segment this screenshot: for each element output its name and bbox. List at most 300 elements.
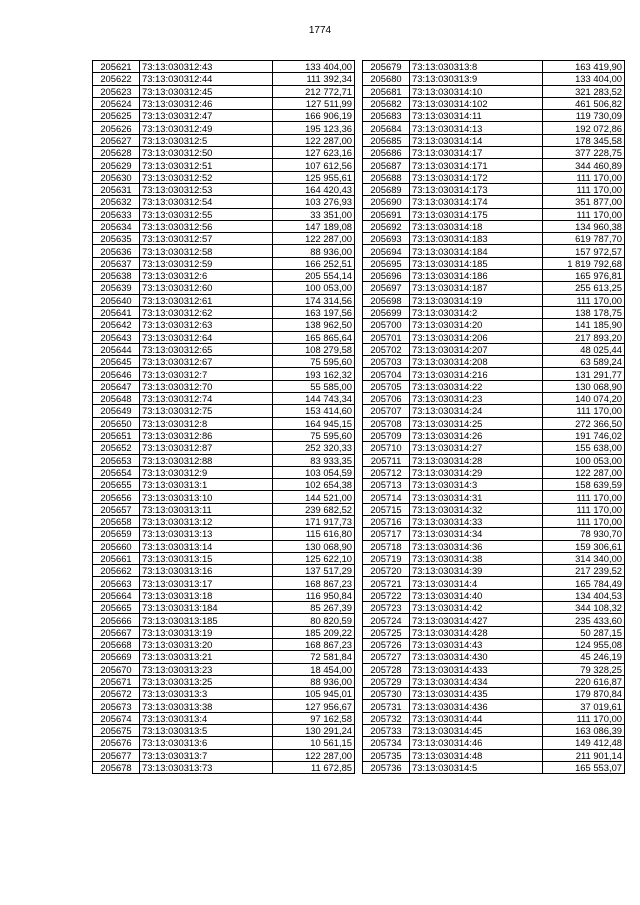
value-cell: 217 893,20 [543, 331, 625, 343]
record-number-cell: 205654 [93, 466, 140, 478]
value-cell: 18 454,00 [273, 663, 355, 675]
table-row [93, 712, 355, 724]
record-number-cell: 205674 [93, 712, 140, 724]
table-row [363, 147, 625, 159]
cadastral-number-cell: 73:13:030314:29 [410, 466, 543, 478]
record-number-cell: 205715 [363, 503, 410, 515]
value-cell: 55 585,00 [273, 380, 355, 392]
value-cell: 351 877,00 [543, 196, 625, 208]
table-row [363, 675, 625, 687]
table-row [93, 528, 355, 540]
value-cell: 144 743,34 [273, 393, 355, 405]
table-row [93, 319, 355, 331]
cadastral-number-cell: 73:13:030314:33 [410, 515, 543, 527]
value-cell: 153 414,60 [273, 405, 355, 417]
cadastral-number-cell: 73:13:030312:6 [140, 270, 273, 282]
value-cell: 164 420,43 [273, 183, 355, 195]
value-cell: 103 276,93 [273, 196, 355, 208]
table-row [93, 651, 355, 663]
record-number-cell: 205651 [93, 429, 140, 441]
table-row [93, 417, 355, 429]
record-number-cell: 205621 [93, 61, 140, 73]
table-row [93, 220, 355, 232]
table-row [93, 393, 355, 405]
cadastral-number-cell: 73:13:030312:87 [140, 442, 273, 454]
value-cell: 138 962,50 [273, 319, 355, 331]
table-row [363, 282, 625, 294]
cadastral-number-cell: 73:13:030312:86 [140, 429, 273, 441]
record-number-cell: 205641 [93, 306, 140, 318]
cadastral-number-cell: 73:13:030312:50 [140, 147, 273, 159]
value-cell: 163 197,56 [273, 306, 355, 318]
value-cell: 37 019,61 [543, 700, 625, 712]
record-number-cell: 205643 [93, 331, 140, 343]
cadastral-number-cell: 73:13:030314:175 [410, 208, 543, 220]
cadastral-number-cell: 73:13:030313:9 [410, 73, 543, 85]
value-cell: 131 291,77 [543, 368, 625, 380]
cadastral-number-cell: 73:13:030314:23 [410, 393, 543, 405]
record-number-cell: 205735 [363, 749, 410, 761]
table-row [363, 515, 625, 527]
record-number-cell: 205724 [363, 614, 410, 626]
record-number-cell: 205678 [93, 761, 140, 773]
record-number-cell: 205680 [363, 73, 410, 85]
value-cell: 133 404,00 [543, 73, 625, 85]
value-cell: 125 955,61 [273, 171, 355, 183]
value-cell: 157 972,57 [543, 245, 625, 257]
value-cell: 119 730,09 [543, 110, 625, 122]
value-cell: 130 068,90 [273, 540, 355, 552]
cadastral-number-cell: 73:13:030313:18 [140, 589, 273, 601]
value-cell: 155 638,00 [543, 442, 625, 454]
value-cell: 116 950,84 [273, 589, 355, 601]
cadastral-number-cell: 73:13:030314:3 [410, 479, 543, 491]
cadastral-number-cell: 73:13:030312:75 [140, 405, 273, 417]
cadastral-number-cell: 73:13:030314:208 [410, 356, 543, 368]
record-number-cell: 205716 [363, 515, 410, 527]
cadastral-number-cell: 73:13:030312:59 [140, 257, 273, 269]
table-row [363, 97, 625, 109]
record-number-cell: 205650 [93, 417, 140, 429]
table-row [363, 134, 625, 146]
record-number-cell: 205684 [363, 122, 410, 134]
record-number-cell: 205686 [363, 147, 410, 159]
value-cell: 461 506,82 [543, 97, 625, 109]
table-row [93, 626, 355, 638]
cadastral-number-cell: 73:13:030314:428 [410, 626, 543, 638]
record-number-cell: 205736 [363, 761, 410, 773]
table-row [93, 454, 355, 466]
value-cell: 124 955,08 [543, 638, 625, 650]
value-cell: 111 170,00 [543, 208, 625, 220]
value-cell: 125 622,10 [273, 552, 355, 564]
value-cell: 220 616,87 [543, 675, 625, 687]
record-number-cell: 205660 [93, 540, 140, 552]
record-number-cell: 205639 [93, 282, 140, 294]
table-row [363, 183, 625, 195]
value-cell: 178 345,58 [543, 134, 625, 146]
cadastral-number-cell: 73:13:030313:21 [140, 651, 273, 663]
table-row [93, 675, 355, 687]
table-row [363, 110, 625, 122]
table-row [93, 552, 355, 564]
value-cell: 111 170,00 [543, 491, 625, 503]
cadastral-number-cell: 73:13:030314:11 [410, 110, 543, 122]
table-row [363, 454, 625, 466]
record-number-cell: 205637 [93, 257, 140, 269]
value-cell: 97 162,58 [273, 712, 355, 724]
table-row [93, 183, 355, 195]
record-number-cell: 205714 [363, 491, 410, 503]
cadastral-number-cell: 73:13:030314:206 [410, 331, 543, 343]
cadastral-number-cell: 73:13:030313:17 [140, 577, 273, 589]
table-row [363, 85, 625, 97]
record-number-cell: 205731 [363, 700, 410, 712]
record-number-cell: 205679 [363, 61, 410, 73]
table-row [93, 122, 355, 134]
value-cell: 212 772,71 [273, 85, 355, 97]
record-number-cell: 205722 [363, 589, 410, 601]
cadastral-number-cell: 73:13:030314:435 [410, 688, 543, 700]
value-cell: 115 616,80 [273, 528, 355, 540]
table-row [363, 245, 625, 257]
table-row [363, 700, 625, 712]
record-number-cell: 205720 [363, 565, 410, 577]
record-number-cell: 205653 [93, 454, 140, 466]
record-number-cell: 205657 [93, 503, 140, 515]
value-cell: 344 460,89 [543, 159, 625, 171]
table-row [363, 319, 625, 331]
cadastral-number-cell: 73:13:030314:2 [410, 306, 543, 318]
record-number-cell: 205718 [363, 540, 410, 552]
table-row [363, 356, 625, 368]
table-row [93, 73, 355, 85]
cadastral-number-cell: 73:13:030314:183 [410, 233, 543, 245]
cadastral-number-cell: 73:13:030312:53 [140, 183, 273, 195]
record-number-cell: 205688 [363, 171, 410, 183]
table-row [363, 270, 625, 282]
table-row [93, 663, 355, 675]
value-cell: 11 672,85 [273, 761, 355, 773]
value-cell: 193 162,32 [273, 368, 355, 380]
record-number-cell: 205664 [93, 589, 140, 601]
cadastral-number-cell: 73:13:030312:43 [140, 61, 273, 73]
cadastral-number-cell: 73:13:030313:15 [140, 552, 273, 564]
table-row [363, 294, 625, 306]
value-cell: 111 170,00 [543, 712, 625, 724]
record-number-cell: 205659 [93, 528, 140, 540]
value-cell: 344 108,32 [543, 602, 625, 614]
value-cell: 252 320,33 [273, 442, 355, 454]
cadastral-number-cell: 73:13:030314:433 [410, 663, 543, 675]
value-cell: 163 419,90 [543, 61, 625, 73]
cadastral-number-cell: 73:13:030313:11 [140, 503, 273, 515]
value-cell: 321 283,52 [543, 85, 625, 97]
cadastral-number-cell: 73:13:030314:184 [410, 245, 543, 257]
cadastral-number-cell: 73:13:030313:5 [140, 725, 273, 737]
value-cell: 83 933,35 [273, 454, 355, 466]
value-cell: 141 185,90 [543, 319, 625, 331]
record-number-cell: 205705 [363, 380, 410, 392]
table-row [93, 466, 355, 478]
table-row [363, 73, 625, 85]
table-row [93, 196, 355, 208]
cadastral-number-cell: 73:13:030312:62 [140, 306, 273, 318]
table-row [363, 540, 625, 552]
record-number-cell: 205693 [363, 233, 410, 245]
table-row [363, 651, 625, 663]
record-number-cell: 205711 [363, 454, 410, 466]
record-number-cell: 205683 [363, 110, 410, 122]
value-cell: 111 170,00 [543, 515, 625, 527]
cadastral-number-cell: 73:13:030313:20 [140, 638, 273, 650]
record-number-cell: 205692 [363, 220, 410, 232]
cadastral-number-cell: 73:13:030312:55 [140, 208, 273, 220]
record-number-cell: 205655 [93, 479, 140, 491]
value-cell: 122 287,00 [273, 749, 355, 761]
table-row [93, 171, 355, 183]
value-cell: 103 054,59 [273, 466, 355, 478]
record-number-cell: 205698 [363, 294, 410, 306]
cadastral-number-cell: 73:13:030314:427 [410, 614, 543, 626]
cadastral-number-cell: 73:13:030314:26 [410, 429, 543, 441]
table-row [93, 442, 355, 454]
cadastral-number-cell: 73:13:030312:8 [140, 417, 273, 429]
value-cell: 100 053,00 [543, 454, 625, 466]
value-cell: 111 170,00 [543, 405, 625, 417]
cadastral-number-cell: 73:13:030313:10 [140, 491, 273, 503]
cadastral-number-cell: 73:13:030312:5 [140, 134, 273, 146]
value-cell: 239 682,52 [273, 503, 355, 515]
record-number-cell: 205676 [93, 737, 140, 749]
table-row [363, 220, 625, 232]
table-row [363, 233, 625, 245]
record-number-cell: 205666 [93, 614, 140, 626]
value-cell: 122 287,00 [543, 466, 625, 478]
value-cell: 102 654,38 [273, 479, 355, 491]
cadastral-number-cell: 73:13:030313:8 [410, 61, 543, 73]
value-cell: 192 072,86 [543, 122, 625, 134]
record-number-cell: 205672 [93, 688, 140, 700]
record-number-cell: 205703 [363, 356, 410, 368]
value-cell: 133 404,00 [273, 61, 355, 73]
table-row [363, 565, 625, 577]
value-cell: 107 612,56 [273, 159, 355, 171]
table-row [93, 589, 355, 601]
cadastral-number-cell: 73:13:030314:187 [410, 282, 543, 294]
value-cell: 235 433,60 [543, 614, 625, 626]
table-row [93, 614, 355, 626]
table-row [93, 602, 355, 614]
cadastral-number-cell: 73:13:030314:40 [410, 589, 543, 601]
table-row [363, 761, 625, 773]
record-number-cell: 205708 [363, 417, 410, 429]
record-number-cell: 205634 [93, 220, 140, 232]
cadastral-number-cell: 73:13:030313:23 [140, 663, 273, 675]
record-number-cell: 205625 [93, 110, 140, 122]
cadastral-number-cell: 73:13:030314:31 [410, 491, 543, 503]
value-cell: 10 561,15 [273, 737, 355, 749]
value-cell: 79 328,25 [543, 663, 625, 675]
table-row [363, 331, 625, 343]
cadastral-number-cell: 73:13:030314:25 [410, 417, 543, 429]
record-number-cell: 205675 [93, 725, 140, 737]
value-cell: 149 412,48 [543, 737, 625, 749]
value-cell: 130 291,24 [273, 725, 355, 737]
table-row [363, 306, 625, 318]
value-cell: 85 267,39 [273, 602, 355, 614]
table-row [93, 97, 355, 109]
record-number-cell: 205652 [93, 442, 140, 454]
record-number-cell: 205642 [93, 319, 140, 331]
table-row [93, 147, 355, 159]
cadastral-number-cell: 73:13:030312:54 [140, 196, 273, 208]
value-cell: 168 867,23 [273, 577, 355, 589]
table-row [93, 61, 355, 73]
cadastral-number-cell: 73:13:030314:430 [410, 651, 543, 663]
record-number-cell: 205682 [363, 97, 410, 109]
record-number-cell: 205700 [363, 319, 410, 331]
table-row [363, 638, 625, 650]
record-number-cell: 205628 [93, 147, 140, 159]
table-row [93, 688, 355, 700]
record-number-cell: 205631 [93, 183, 140, 195]
record-number-cell: 205632 [93, 196, 140, 208]
cadastral-number-cell: 73:13:030314:19 [410, 294, 543, 306]
table-row [363, 61, 625, 73]
table-row [363, 663, 625, 675]
record-number-cell: 205702 [363, 343, 410, 355]
table-row [363, 429, 625, 441]
cadastral-number-cell: 73:13:030312:44 [140, 73, 273, 85]
value-cell: 100 053,00 [273, 282, 355, 294]
registry-table-right [362, 60, 625, 774]
table-row [93, 85, 355, 97]
value-cell: 179 870,84 [543, 688, 625, 700]
cadastral-number-cell: 73:13:030313:7 [140, 749, 273, 761]
table-row [363, 725, 625, 737]
table-row [363, 614, 625, 626]
cadastral-number-cell: 73:13:030313:38 [140, 700, 273, 712]
cadastral-number-cell: 73:13:030314:172 [410, 171, 543, 183]
cadastral-number-cell: 73:13:030314:18 [410, 220, 543, 232]
table-row [93, 233, 355, 245]
value-cell: 127 956,67 [273, 700, 355, 712]
record-number-cell: 205712 [363, 466, 410, 478]
value-cell: 137 517,29 [273, 565, 355, 577]
record-number-cell: 205647 [93, 380, 140, 392]
value-cell: 174 314,56 [273, 294, 355, 306]
record-number-cell: 205728 [363, 663, 410, 675]
value-cell: 138 178,75 [543, 306, 625, 318]
page-number: 1774 [308, 25, 332, 36]
value-cell: 122 287,00 [273, 134, 355, 146]
table-row [93, 110, 355, 122]
record-number-cell: 205691 [363, 208, 410, 220]
table-row [93, 749, 355, 761]
value-cell: 80 820,59 [273, 614, 355, 626]
cadastral-number-cell: 73:13:030312:49 [140, 122, 273, 134]
value-cell: 619 787,70 [543, 233, 625, 245]
table-row [363, 688, 625, 700]
table-row [363, 491, 625, 503]
table-row [93, 134, 355, 146]
table-row [363, 208, 625, 220]
cadastral-number-cell: 73:13:030314:36 [410, 540, 543, 552]
record-number-cell: 205629 [93, 159, 140, 171]
record-number-cell: 205685 [363, 134, 410, 146]
table-row [93, 368, 355, 380]
table-row [363, 589, 625, 601]
cadastral-number-cell: 73:13:030312:58 [140, 245, 273, 257]
value-cell: 88 936,00 [273, 675, 355, 687]
record-number-cell: 205671 [93, 675, 140, 687]
table-row [363, 712, 625, 724]
cadastral-number-cell: 73:13:030313:4 [140, 712, 273, 724]
table-row [363, 343, 625, 355]
cadastral-number-cell: 73:13:030312:9 [140, 466, 273, 478]
record-number-cell: 205635 [93, 233, 140, 245]
record-number-cell: 205725 [363, 626, 410, 638]
value-cell: 164 945,15 [273, 417, 355, 429]
table-row [93, 737, 355, 749]
record-number-cell: 205734 [363, 737, 410, 749]
record-number-cell: 205667 [93, 626, 140, 638]
record-number-cell: 205658 [93, 515, 140, 527]
record-number-cell: 205633 [93, 208, 140, 220]
value-cell: 144 521,00 [273, 491, 355, 503]
value-cell: 111 170,00 [543, 183, 625, 195]
value-cell: 75 595,60 [273, 429, 355, 441]
record-number-cell: 205636 [93, 245, 140, 257]
record-number-cell: 205670 [93, 663, 140, 675]
table-row [93, 331, 355, 343]
cadastral-number-cell: 73:13:030314:39 [410, 565, 543, 577]
cadastral-number-cell: 73:13:030314:207 [410, 343, 543, 355]
record-number-cell: 205669 [93, 651, 140, 663]
value-cell: 134 404,53 [543, 589, 625, 601]
table-row [363, 417, 625, 429]
table-row [93, 294, 355, 306]
value-cell: 48 025,44 [543, 343, 625, 355]
cadastral-number-cell: 73:13:030314:17 [410, 147, 543, 159]
record-number-cell: 205732 [363, 712, 410, 724]
value-cell: 111 170,00 [543, 503, 625, 515]
record-number-cell: 205697 [363, 282, 410, 294]
cadastral-number-cell: 73:13:030314:44 [410, 712, 543, 724]
table-row [363, 479, 625, 491]
table-row [363, 466, 625, 478]
cadastral-number-cell: 73:13:030312:63 [140, 319, 273, 331]
record-number-cell: 205690 [363, 196, 410, 208]
table-row [93, 761, 355, 773]
cadastral-number-cell: 73:13:030313:1 [140, 479, 273, 491]
table-row [93, 270, 355, 282]
cadastral-number-cell: 73:13:030312:57 [140, 233, 273, 245]
table-row [93, 725, 355, 737]
value-cell: 211 901,14 [543, 749, 625, 761]
record-number-cell: 205638 [93, 270, 140, 282]
value-cell: 205 554,14 [273, 270, 355, 282]
table-row [93, 700, 355, 712]
record-number-cell: 205649 [93, 405, 140, 417]
cadastral-number-cell: 73:13:030314:24 [410, 405, 543, 417]
cadastral-number-cell: 73:13:030314:32 [410, 503, 543, 515]
cadastral-number-cell: 73:13:030314:185 [410, 257, 543, 269]
value-cell: 255 613,25 [543, 282, 625, 294]
value-cell: 130 068,90 [543, 380, 625, 392]
value-cell: 111 170,00 [543, 294, 625, 306]
